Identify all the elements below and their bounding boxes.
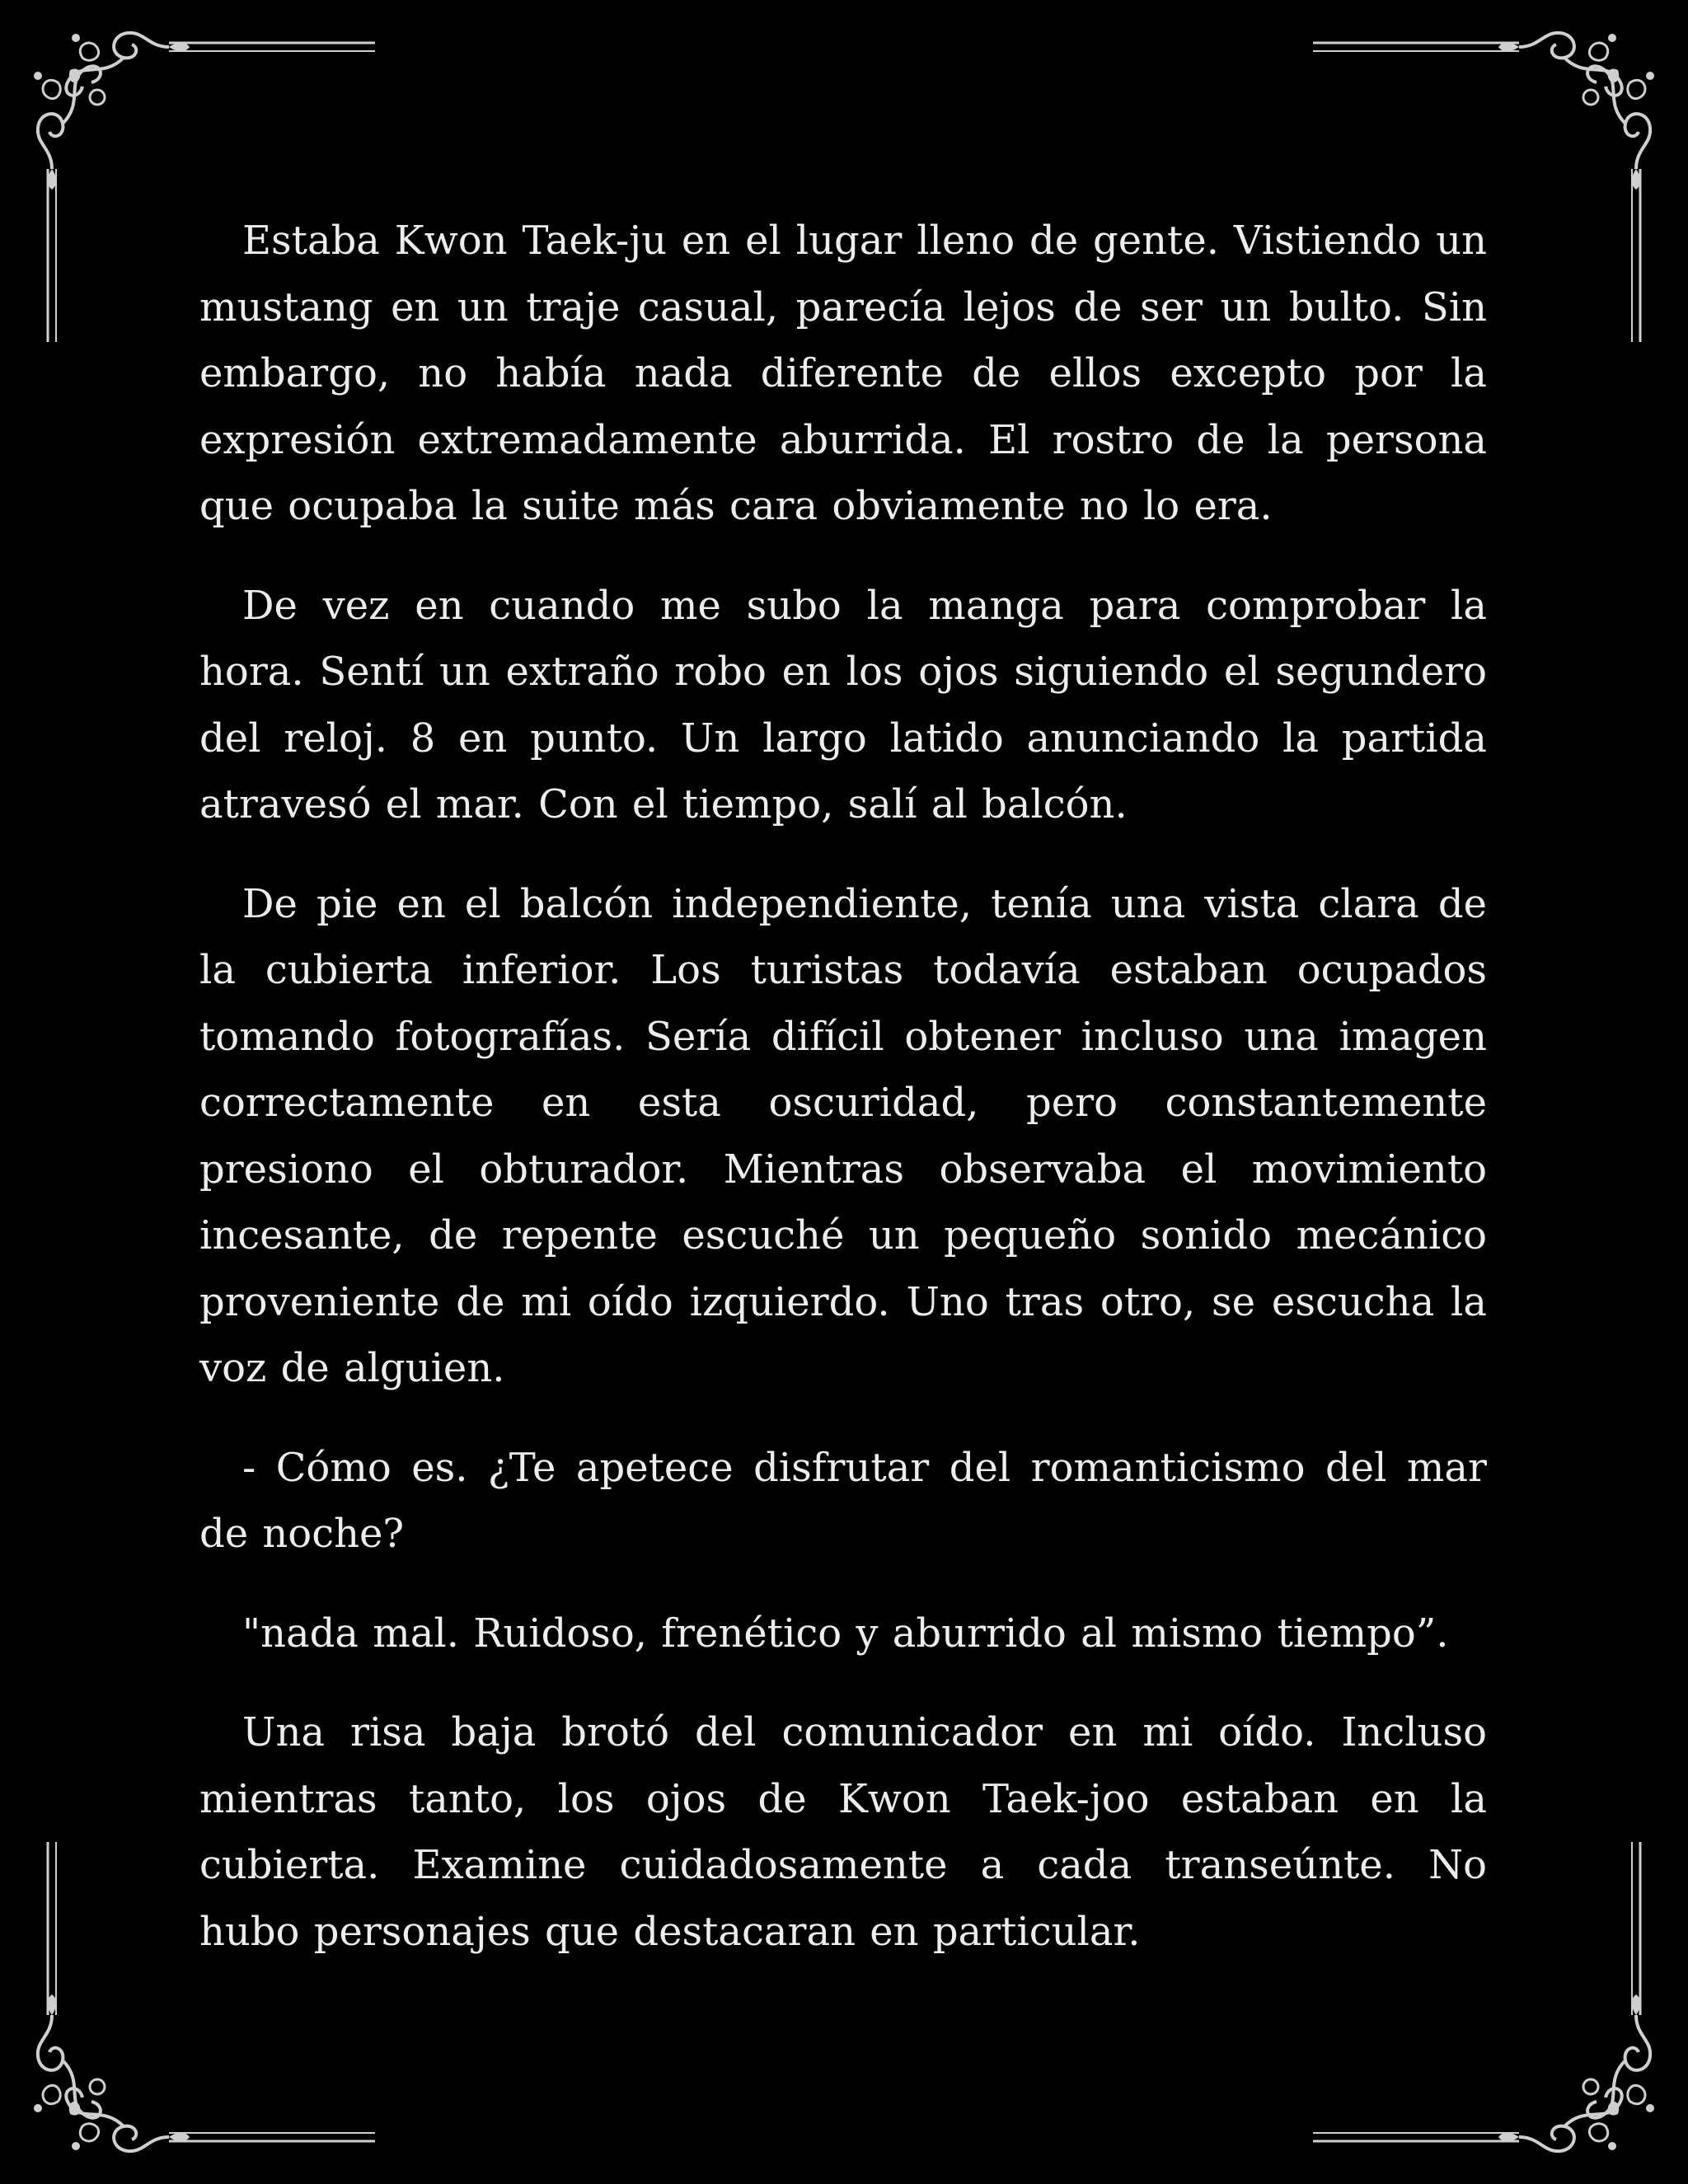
paragraph-1: Estaba Kwon Taek-ju en el lugar lleno de gente. Vistiendo un mustang en un traje casual, parecía lejos de ser un bulto. Sin embargo, no había nada diferente de ellos excepto por la expresión extremadamente aburrida. El rostro de la persona que ocupaba la suite más cara obviamente no lo era. (199, 218, 1487, 529)
story-text (199, 208, 1487, 1998)
paragraph-5: "nada mal. Ruidoso, frenético y aburrido al mismo tiempo”. (242, 1610, 1449, 1657)
paragraph-3: De pie en el balcón independiente, tenía una vista clara de la cubierta inferior. Los turistas todavía estaban ocupados tomando fotografías. Sería difícil obtener incluso una imagen correctamente en esta oscuridad, pero constantemente presiono el obturador. Mientras observaba el movimiento incesante, de repente escuché un pequeño sonido mecánico proveniente de mi oído izquierdo. Uno tras otro, se escucha la voz de alguien. (199, 880, 1487, 1391)
paragraph-2: De vez en cuando me subo la manga para comprobar la hora. Sentí un extraño robo en los ojos siguiendo el segundero del reloj. 8 en punto. Un largo latido anunciando la partida atravesó el mar. Con el tiempo, salí al balcón. (199, 582, 1487, 827)
paragraph-6: Una risa baja brotó del comunicador en mi oído. Incluso mientras tanto, los ojos de Kwon Taek-joo estaban en la cubierta. Examine cuidadosamente a cada transeúnte. No hubo personajes que destacaran en particular. (199, 1709, 1487, 1955)
paragraph-4: - Cómo es. ¿Te apetece disfrutar del romanticismo del mar de noche? (199, 1444, 1487, 1557)
